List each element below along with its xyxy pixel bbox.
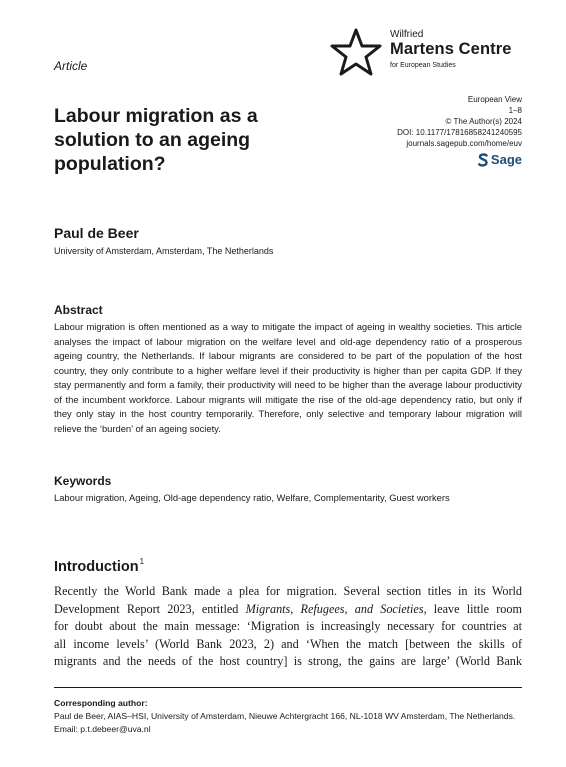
author-name: Paul de Beer [54,225,139,241]
journal-meta [397,94,522,149]
journal-name: European View [467,95,522,104]
martens-centre-logo [330,28,530,78]
doi: DOI: 10.1177/17816858241240595 [397,128,522,137]
body-line: Development Report 2023, entitled Migrants, Refugees, and Societies, leave little room [54,601,522,616]
body-line: migrants and the needs of the host country] is strong, the gains are large’ (World Bank [54,654,522,669]
logo-line-2: Martens Centre [390,40,512,58]
logo-line-1: Wilfried [390,29,424,40]
publisher-name: Sage [490,152,522,167]
logo-line-3: for European Studies [390,62,456,69]
footer-email: Email: p.t.debeer@uva.nl [54,724,151,734]
article-type-label: Article [54,59,88,73]
introduction-body [54,583,522,671]
article-title: Labour migration as a solution to an ageing population? [54,105,258,175]
footnote-mark: 1 [139,557,145,566]
report-title: Migrants, Refugees, and Societies [245,601,424,616]
page-range: 1–8 [508,106,522,115]
introduction-title: Introduction [54,559,139,575]
keywords-heading: Keywords [54,474,112,488]
body-line: Recently the World Bank made a plea for migration. Several section titles in its World [54,584,522,598]
introduction-heading [54,557,144,575]
sage-s-icon [478,153,488,167]
journal-url: journals.sagepub.com/home/euv [406,139,522,148]
author-affiliation: University of Amsterdam, Amsterdam, The Netherlands [54,246,274,256]
publisher-logo [478,152,522,167]
abstract-text: Labour migration is often mentioned as a way to mitigate the impact of ageing in wealthy societies. This article analyses the impact of labour migration on the welfare level and old-age dependency ratio of a prosperous ageing country, the Netherlands. If labour migrants are considered to be part of the population of the host country, they only contribute to a higher welfare level if their productivity is higher than per capita GDP. If they stay permanently and form a family, their productivity will need to be higher than the average labour productivity of the incumbent workforce. Labour migrants will mitigate the rise of the old-age dependency ratio, but only if they only stay in the host country temporarily. Therefore, only selective and temporary labour migration will relieve the ‘burden’ of an ageing society. [54,321,522,434]
footer-divider [54,687,522,688]
keywords-text: Labour migration, Ageing, Old-age dependency ratio, Welfare, Complementarity, Guest workers [54,492,450,503]
corresponding-author-note [54,697,522,736]
footer-heading: Corresponding author: [54,698,148,708]
abstract-heading: Abstract [54,303,103,317]
copyright: © The Author(s) 2024 [445,117,522,126]
star-figure-icon [330,28,382,78]
footer-address: Paul de Beer, AIAS–HSI, University of Amsterdam, Nieuwe Achtergracht 166, NL-1018 WV Amsterdam, The Netherlands. [54,711,516,721]
body-line: all income levels’ (World Bank 2023, 2) and ‘When the match [between the skills of [54,636,522,651]
body-line: for doubt about the main message: ‘Migration is increasingly necessary for countries at [54,619,522,634]
